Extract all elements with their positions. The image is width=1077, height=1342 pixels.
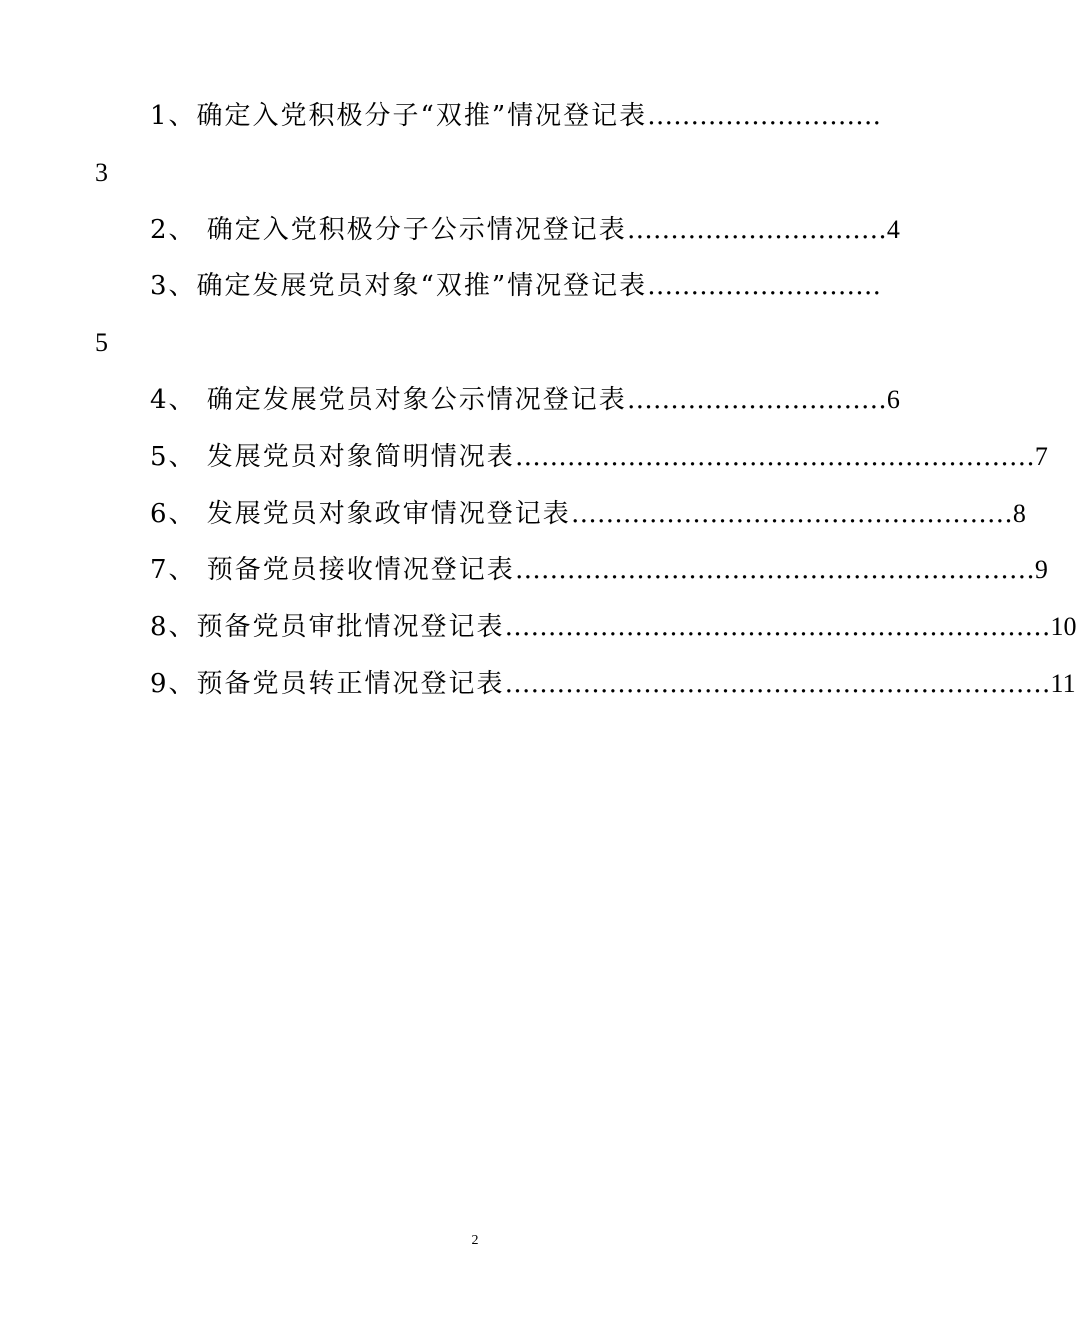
toc-entry-title: 8、预备党员审批情况登记表	[150, 612, 505, 642]
toc-entry-5[interactable]	[150, 437, 1048, 477]
toc-entry-title: 2、 确定入党积极分子公示情况登记表	[150, 215, 627, 245]
toc-entry-title: 7、 预备党员接收情况登记表	[150, 555, 515, 585]
toc-entry-title: 5、 发展党员对象简明情况表	[150, 442, 515, 472]
toc-entry-leader: …………………………	[626, 385, 887, 415]
toc-entry-leader: ……………………………………………	[570, 499, 1013, 529]
toc-entry-page-number: 4	[886, 215, 900, 244]
toc-entry-1[interactable]	[150, 96, 882, 136]
page-number: 2	[471, 1233, 479, 1248]
toc-entry-4[interactable]	[150, 380, 900, 420]
toc-entry-2[interactable]	[150, 210, 900, 250]
toc-entry-title: 4、 确定发展党员对象公示情况登记表	[150, 385, 627, 415]
toc-entry-page-number: 6	[886, 385, 900, 414]
toc-entry-3[interactable]	[150, 266, 882, 306]
toc-entry-page-number: 7	[1034, 442, 1048, 471]
toc-entry-page-number: 9	[1034, 555, 1048, 584]
toc-entry-title: 6、 发展党员对象政审情况登记表	[150, 499, 571, 529]
toc-entry-page-number: 10	[1050, 612, 1077, 641]
toc-entry-title: 9、预备党员转正情况登记表	[150, 669, 505, 699]
toc-entry-leader: ………………………………………………………	[504, 612, 1051, 642]
toc-entry-page-number: 5	[95, 328, 108, 357]
toc-entry-6[interactable]	[150, 494, 1026, 534]
toc-entry-leader: ……………………………………………………	[514, 442, 1035, 472]
toc-entry-page-number: 3	[95, 158, 108, 187]
toc-entry-7[interactable]	[150, 550, 1048, 590]
toc-entry-leader: ……………………………………………………	[514, 555, 1035, 585]
toc-entry-leader: ………………………	[647, 101, 882, 131]
toc-entry-leader: …………………………	[626, 215, 887, 245]
toc-entry-9[interactable]	[150, 664, 1076, 704]
toc-entry-page-number: 11	[1050, 669, 1076, 698]
toc-entry-leader: ………………………	[647, 271, 882, 301]
toc-entry-8[interactable]	[150, 607, 1077, 647]
toc-entry-title: 1、确定入党积极分子“双推”情况登记表	[150, 101, 648, 131]
toc-entry-leader: ………………………………………………………	[504, 669, 1051, 699]
toc-entry-page-number: 8	[1012, 499, 1026, 528]
toc-entry-title: 3、确定发展党员对象“双推”情况登记表	[150, 271, 648, 301]
